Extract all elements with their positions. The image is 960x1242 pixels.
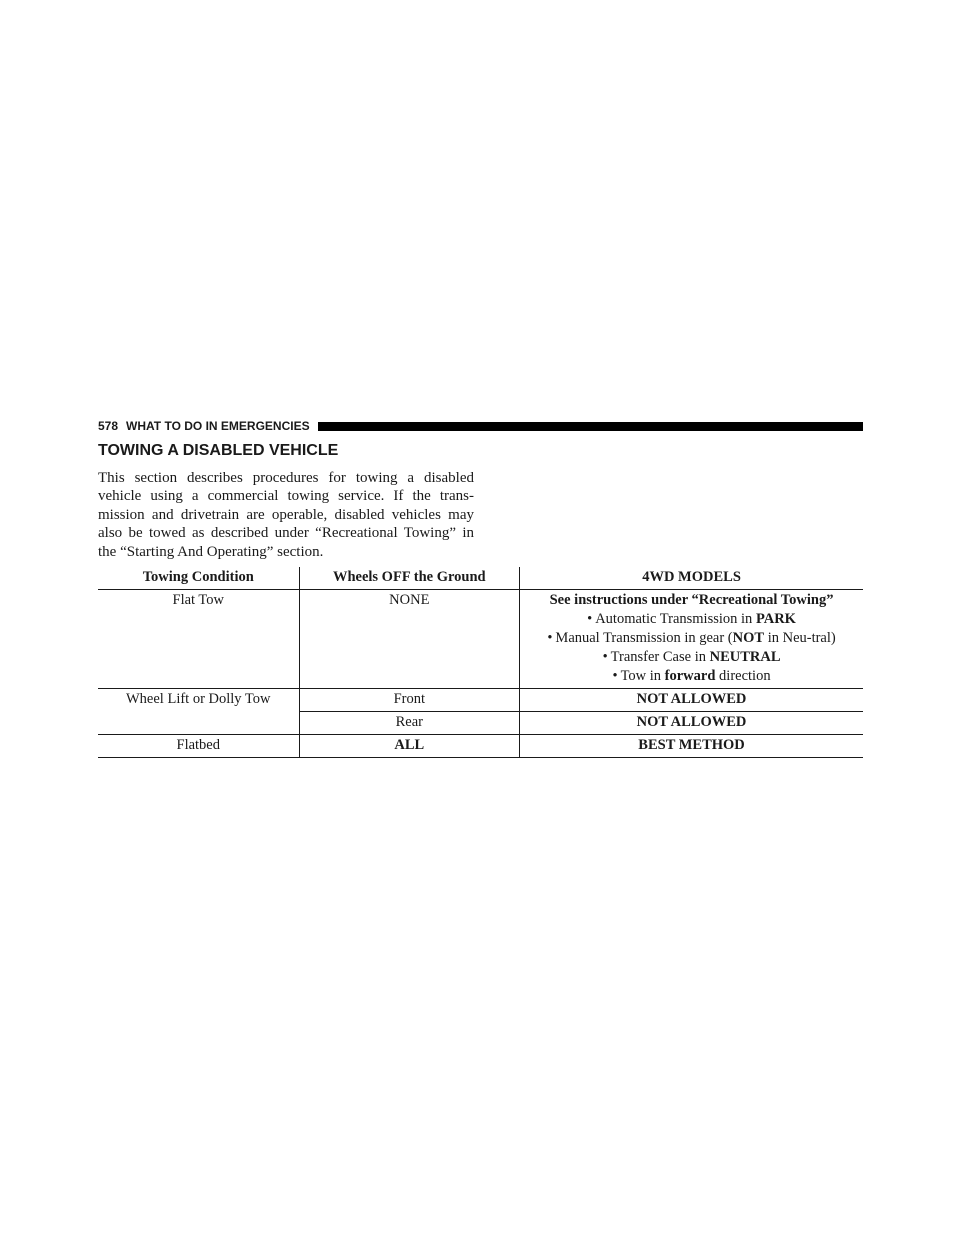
bullet-icon: •	[602, 649, 608, 665]
item-bold: forward	[664, 668, 716, 684]
list-item-transfer-case	[526, 648, 857, 667]
cell-wheels-all: ALL	[299, 735, 520, 758]
cell-condition-flat-tow: Flat Tow	[98, 590, 299, 689]
bullet-icon: •	[547, 630, 553, 646]
list-item-manual	[526, 629, 857, 648]
list-item-automatic	[526, 610, 857, 629]
cell-wheels-front: Front	[299, 689, 520, 712]
item-text: Tow in	[620, 668, 665, 684]
item-suffix: in Neu-tral)	[764, 630, 836, 646]
instruction-list	[526, 610, 857, 686]
item-bold: NEUTRAL	[709, 649, 781, 665]
item-bold: PARK	[755, 611, 796, 627]
cell-condition-wheel-lift: Wheel Lift or Dolly Tow	[98, 689, 299, 735]
header-rule	[318, 422, 863, 431]
cell-condition-flatbed: Flatbed	[98, 735, 299, 758]
intro-paragraph: This section describes procedures for towing a disabled vehicle using a commercial towing service. If the trans-mission and drivetrain are operable, disabled vehicles may also be towed as described under “Recreational Towing” in the “Starting And Operating” section.	[98, 470, 474, 560]
table-row-wheel-lift-front	[98, 689, 863, 712]
towing-table	[98, 567, 863, 758]
table-header-row	[98, 567, 863, 590]
item-suffix: direction	[715, 668, 771, 684]
page-title: TOWING A DISABLED VEHICLE	[98, 442, 339, 459]
cell-wheels-rear: Rear	[299, 712, 520, 735]
item-text: Transfer Case in	[610, 649, 710, 665]
item-text: Automatic Transmission in	[595, 611, 756, 627]
cell-wheels-none: NONE	[299, 590, 520, 689]
section-name: WHAT TO DO IN EMERGENCIES	[126, 419, 310, 433]
table-row-flat-tow	[98, 590, 863, 689]
cell-flatbed-result: BEST METHOD	[520, 735, 863, 758]
list-item-direction	[526, 667, 857, 686]
bullet-icon: •	[612, 668, 618, 684]
cell-flat-tow-instructions	[520, 590, 863, 689]
page-header	[98, 418, 863, 434]
page-number: 578	[98, 419, 119, 433]
item-text: Manual Transmission in gear (	[555, 630, 733, 646]
cell-rear-result: NOT ALLOWED	[520, 712, 863, 735]
header-towing-condition: Towing Condition	[98, 567, 299, 590]
header-4wd-models: 4WD MODELS	[520, 567, 863, 590]
header-wheels-off-ground: Wheels OFF the Ground	[299, 567, 520, 590]
item-bold: NOT	[732, 630, 765, 646]
cell-front-result: NOT ALLOWED	[520, 689, 863, 712]
instruction-heading: See instructions under “Recreational Towing”	[549, 592, 834, 608]
table-row-flatbed	[98, 735, 863, 758]
bullet-icon: •	[587, 611, 593, 627]
